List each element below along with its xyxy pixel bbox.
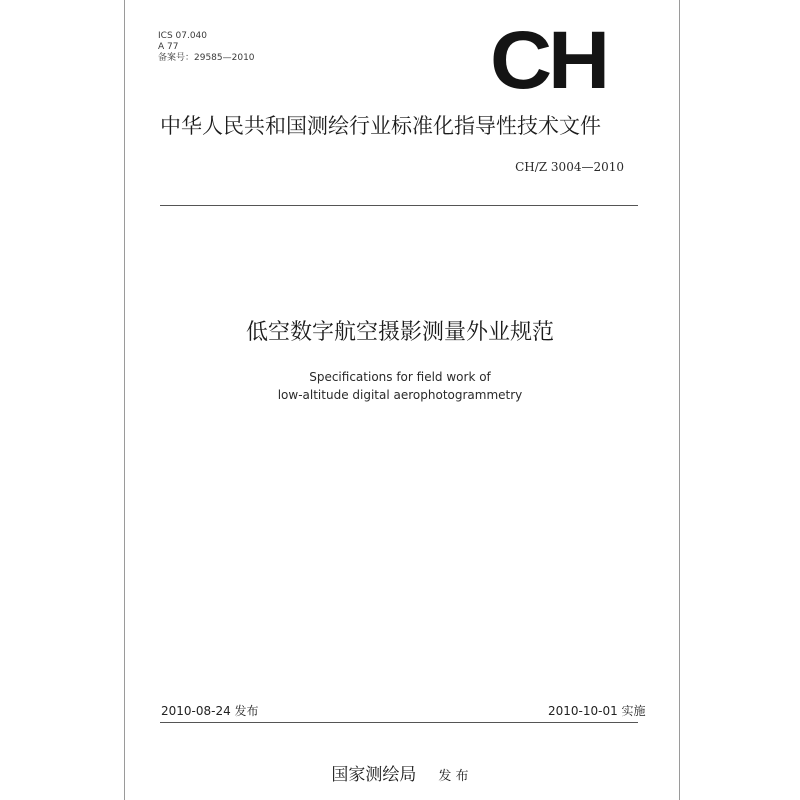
- standard-code: CH/Z 3004—2010: [515, 160, 624, 174]
- implement-date: 2010-10-01 实施: [548, 704, 646, 718]
- record-number: 备案号：29585—2010: [158, 53, 255, 63]
- class-code: A 77: [158, 42, 179, 52]
- ics-code: ICS 07.040: [158, 31, 208, 41]
- publish-date: 2010-08-24 发布: [161, 704, 259, 718]
- english-title-line-1: Specifications for field work of: [309, 370, 491, 384]
- publisher-name: 国家测绘局: [331, 765, 417, 785]
- issuing-category-title: 中华人民共和国测绘行业标准化指导性技术文件: [160, 114, 601, 138]
- ch-logo: CH: [490, 15, 606, 106]
- english-title-line-2: low-altitude digital aerophotogrammetry: [277, 388, 523, 402]
- footer-divider: [160, 722, 638, 723]
- header-divider: [160, 205, 638, 206]
- publisher-action: 发 布: [438, 769, 469, 784]
- publisher-line: [0, 760, 800, 785]
- document-title: 低空数字航空摄影测量外业规范: [245, 320, 554, 345]
